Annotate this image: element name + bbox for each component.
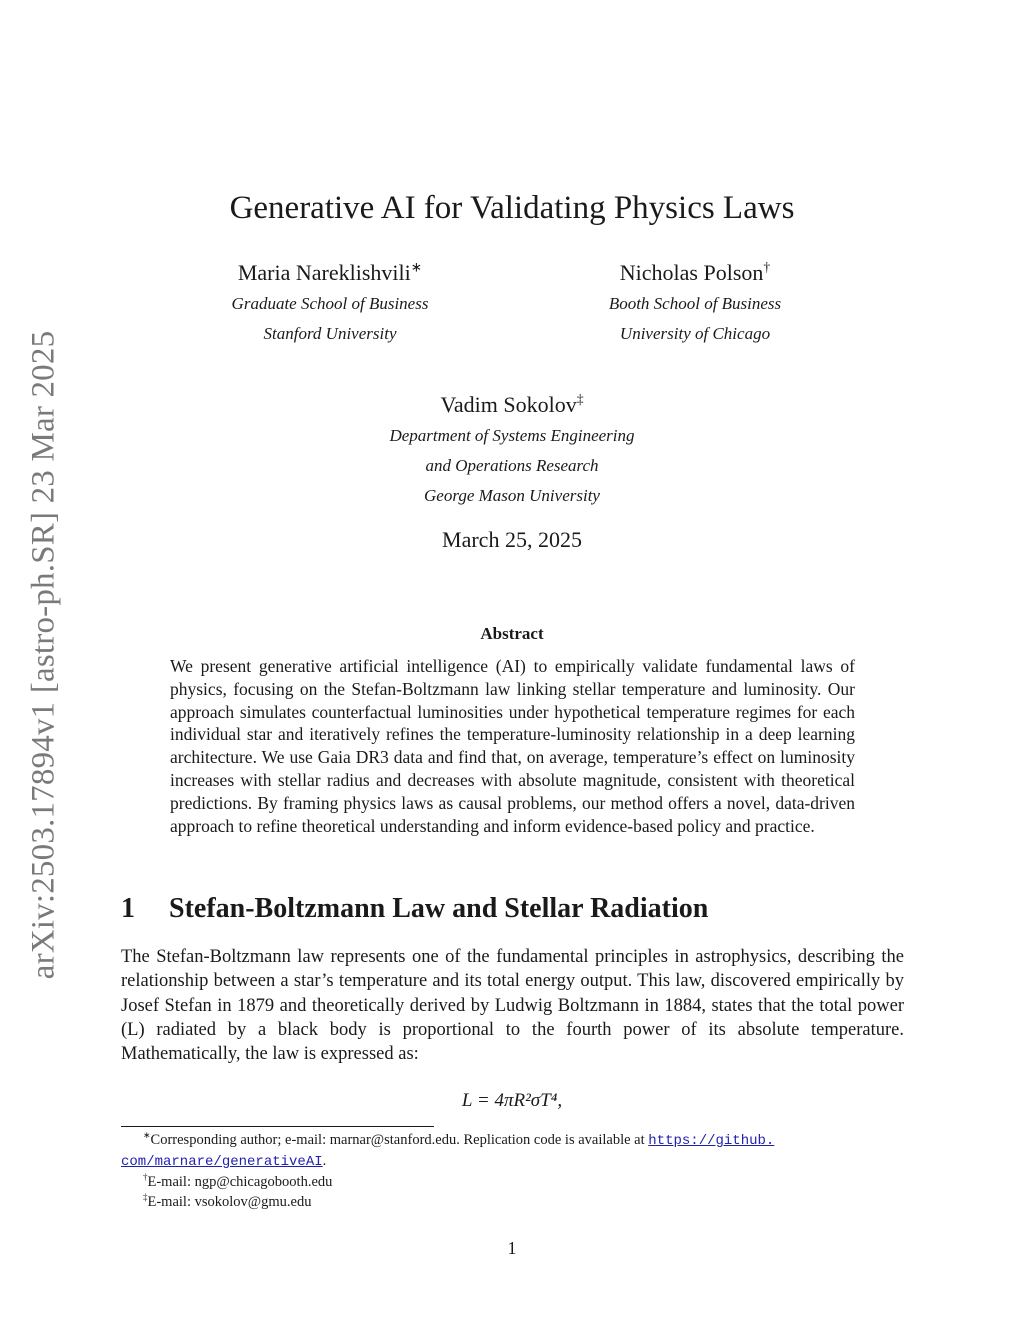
abstract-text: We present generative artificial intelligence (AI) to empirically validate fundamental laws of physics, focusing on the Stefan-Boltzmann law linking stellar temperature and luminosity. Our approach simulates counterfactual luminosities under hypothetical temperature regimes for each individual star and iteratively refines the temperature-luminosity relationship in a deep learning architecture. We use Gaia DR3 data and find that, on average, temperature’s effect on luminosity increases with stellar radius and decreases with absolute magnitude, consistent with theoretical predictions. By framing physics laws as causal problems, our method offers a novel, data-driven approach to refine theoretical understanding and inform evidence-based policy and practice. [170, 656, 855, 836]
arxiv-side-stamp: arXiv:2503.17894v1 [astro-ph.SR] 23 Mar 2025 [25, 330, 62, 980]
section-heading [121, 893, 708, 925]
author-block-1 [180, 260, 480, 349]
author-affiliation: Booth School of Business University of Chicago [608, 294, 782, 343]
paper-date: March 25, 2025 [442, 527, 582, 552]
footnote-3: ‡E-mail: vsokolov@gmu.edu [143, 1192, 312, 1210]
footnote-mark[interactable]: † [763, 259, 771, 275]
author-affiliation: Graduate School of Business Stanford University [231, 294, 429, 343]
footnote-1: ∗Corresponding author; e-mail: marnar@stanford.edu. Replication code is available at https://github. [143, 1130, 775, 1149]
page-number: 1 [507, 1238, 517, 1258]
abstract-heading: Abstract [480, 624, 544, 643]
author-affiliation: Department of Systems Engineering and Operations Research George Mason University [389, 426, 635, 505]
author-name: Vadim Sokolov‡ [440, 391, 584, 417]
section-body-text: The Stefan-Boltzmann law represents one of the fundamental principles in astrophysics, describing the relationship between a star’s temperature and its total energy output. This law, discovered empirically by Josef Stefan in 1879 and theoretically derived by Ludwig Boltzmann in 1884, states that the total power (L) radiated by a black body is proportional to the fourth power of its absolute temperature. Mathematically, the law is expressed as: [121, 947, 904, 1065]
author-name: Maria Nareklishvili∗ [237, 259, 423, 285]
footnote-mark[interactable]: ∗ [410, 259, 423, 275]
author-name: Nicholas Polson† [619, 259, 771, 285]
section-number: 1 [121, 893, 135, 924]
footnote-1-continued: com/marnare/generativeAI. [121, 1153, 327, 1170]
footnote-mark[interactable]: ‡ [576, 391, 584, 407]
replication-code-link-continued[interactable]: com/marnare/generativeAI [121, 1154, 323, 1170]
author-block-2 [545, 260, 845, 349]
footnote-divider [121, 1126, 434, 1127]
footnote-2: †E-mail: ngp@chicagobooth.edu [143, 1172, 333, 1190]
replication-code-link[interactable]: https://github. [648, 1133, 775, 1149]
section-title: Stefan-Boltzmann Law and Stellar Radiation [169, 893, 709, 924]
paper-title: Generative AI for Validating Physics Laws [229, 190, 795, 226]
author-block-3 [312, 392, 712, 511]
stefan-boltzmann-equation: L = 4πR²σT⁴, [461, 1090, 563, 1111]
footnotes [121, 1130, 904, 1212]
